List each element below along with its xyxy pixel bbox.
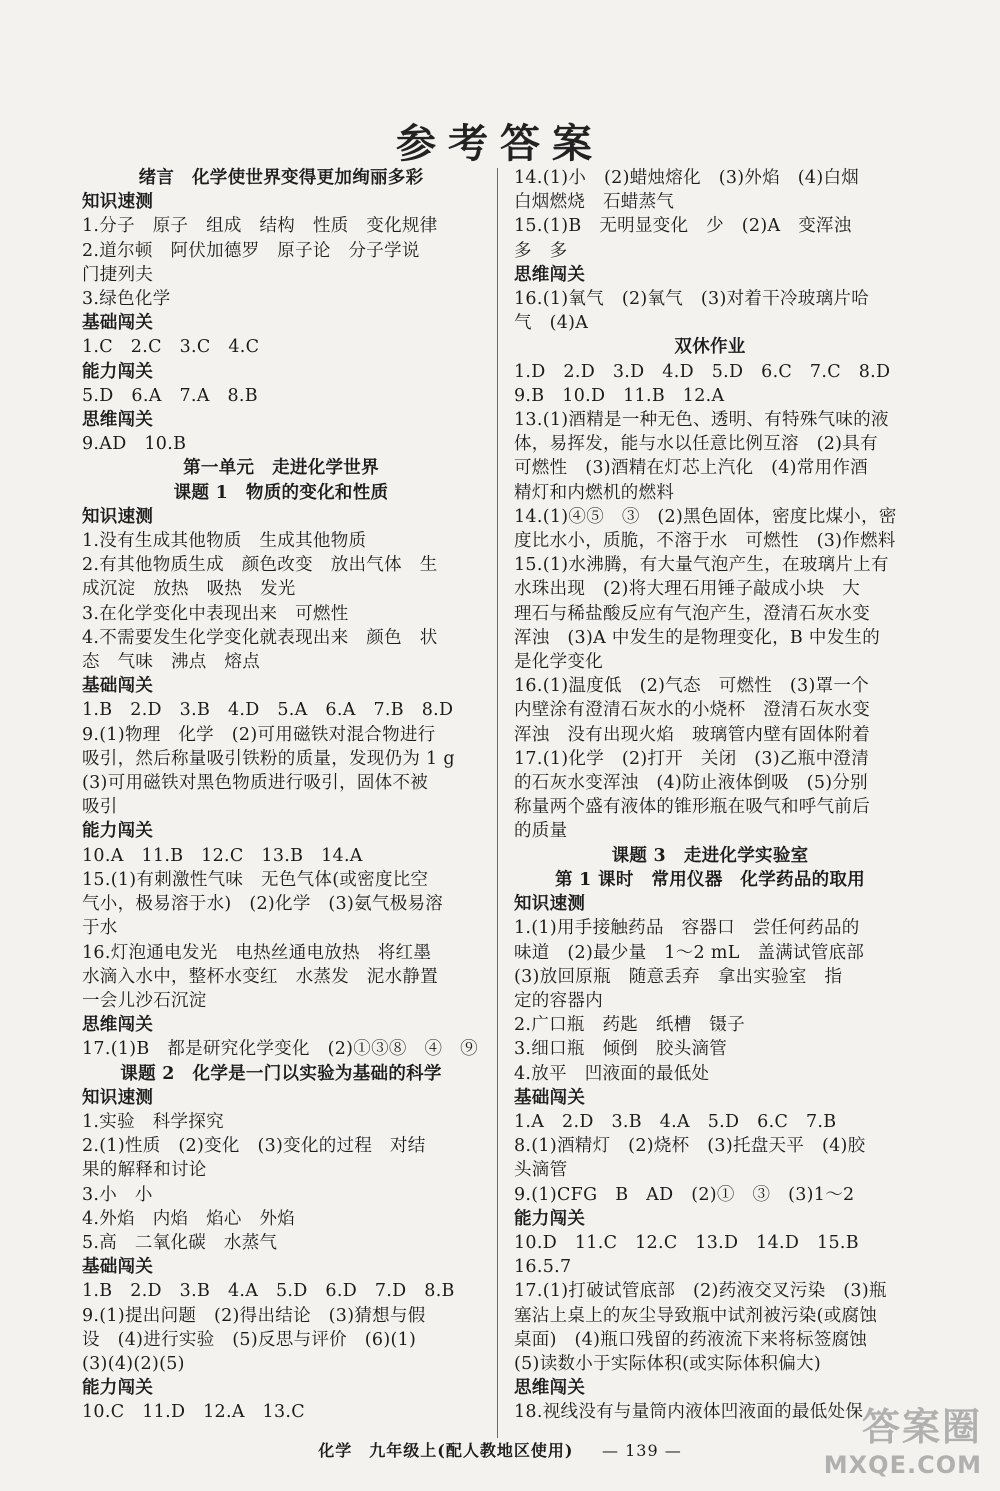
answer-line: 2.道尔顿 阿伏加德罗 原子论 分子学说 (82, 240, 420, 261)
answer-line: 1.(1)用手接触药品 容器口 尝任何药品的 (514, 918, 860, 939)
section-heading: 能力闯关 (82, 361, 154, 382)
answer-line: 3.在化学变化中表现出来 可燃性 (82, 603, 349, 624)
answer-line: 定的容器内 (514, 990, 603, 1011)
answer-line: 15.(1)水沸腾，有大量气泡产生，在玻璃片上有 (514, 555, 889, 576)
answer-line: 9.B 10.D 11.B 12.A (514, 385, 725, 406)
section-heading: 课题 3 走进化学实验室 (611, 845, 809, 866)
section-heading: 能力闯关 (514, 1208, 586, 1229)
answer-line: 8.(1)酒精灯 (2)烧杯 (3)托盘天平 (4)胶 (514, 1136, 866, 1157)
answer-line: 2.广口瓶 药匙 纸槽 镊子 (514, 1015, 745, 1036)
section-heading: 能力闯关 (82, 821, 154, 842)
watermark (824, 1396, 982, 1479)
answer-line: 塞沾上桌上的灰尘导致瓶中试剂被污染(或腐蚀 (514, 1305, 878, 1326)
answer-line: 度比水小，质脆，不溶于水 可燃性 (3)作燃料 (514, 531, 896, 552)
answer-line: 于水 (82, 918, 118, 939)
answer-line: 14.(1)④⑤ ③ (2)黑色固体，密度比煤小，密 (514, 506, 897, 527)
answer-line: 成沉淀 放热 吸热 发光 (82, 579, 296, 600)
answer-line: 多 多 (514, 240, 568, 261)
watermark-logo: 答案圈 (861, 1405, 982, 1449)
answer-line: 16.(1)氧气 (2)氧气 (3)对着干冷玻璃片哈 (514, 289, 869, 310)
watermark-url: MXQE.COM (823, 1451, 982, 1479)
answer-line: 气小，极易溶于水) (2)化学 (3)氨气极易溶 (82, 894, 444, 915)
section-heading: 双休作业 (674, 337, 746, 358)
section-heading: 基础闯关 (82, 1257, 154, 1278)
answer-line: 15.(1)B 无明显变化 少 (2)A 变浑浊 (514, 216, 852, 237)
answer-line: 9.AD 10.B (82, 434, 187, 455)
answer-line: 4.外焰 内焰 焰心 外焰 (82, 1208, 296, 1229)
page-title: 参考答案 (396, 120, 604, 167)
answer-line: 3.小 小 (82, 1184, 153, 1205)
answer-line: 吸引，然后称量吸引铁粉的质量，发现仍为 1 g (82, 748, 455, 769)
answer-line: 3.细口瓶 倾倒 胶头滴管 (514, 1039, 728, 1060)
answer-line: 浑浊 没有出现火焰 玻璃管内壁有固体附着 (514, 724, 870, 745)
section-heading: 知识速测 (82, 1087, 154, 1108)
section-heading: 思维闯关 (514, 264, 586, 285)
answer-line: 桌面) (4)瓶口残留的药液流下来将标签腐蚀 (514, 1329, 868, 1350)
answer-line: 设 (4)进行实验 (5)反思与评价 (6)(1) (82, 1329, 417, 1350)
column-divider (497, 168, 498, 1438)
answer-line: 内壁涂有澄清石灰水的小烧杯 澄清石灰水变 (514, 700, 870, 721)
answer-line: 水滴入水中，整杯水变红 水蒸发 泥水静置 (82, 966, 438, 987)
answer-column-right (514, 166, 906, 1425)
answer-line: 的质量 (514, 821, 568, 842)
page-number: — 139 — (602, 1441, 682, 1460)
answer-line: 5.高 二氧化碳 水蒸气 (82, 1232, 278, 1253)
section-heading: 第 1 课时 常用仪器 化学药品的取用 (554, 869, 866, 890)
answer-line: 18.视线没有与量筒内液体凹液面的最低处保 (514, 1402, 864, 1423)
answer-line: 10.C 11.D 12.A 13.C (82, 1402, 305, 1423)
section-heading: 绪言 化学使世界变得更加绚丽多彩 (138, 168, 424, 188)
answer-line: 1.A 2.D 3.B 4.A 5.D 6.C 7.B (514, 1111, 837, 1132)
answer-column-left (82, 166, 480, 1425)
answer-line: 4.不需要发生化学变化就表现出来 颜色 状 (82, 627, 438, 648)
answer-line: 13.(1)酒精是一种无色、透明、有特殊气味的液 (514, 410, 889, 431)
answer-line: 体，易挥发，能与水以任意比例互溶 (2)具有 (514, 434, 878, 455)
answer-line: 吸引 (82, 797, 118, 818)
section-heading: 知识速测 (82, 506, 154, 527)
answer-line: (3)可用磁铁对黑色物质进行吸引，固体不被 (82, 773, 429, 794)
answer-line: 10.D 11.C 12.C 13.D 14.D 15.B (514, 1232, 859, 1253)
answer-line: (5)读数小于实际体积(或实际体积偏大) (514, 1353, 821, 1374)
section-heading: 思维闯关 (82, 410, 154, 431)
footer-label: 化学 九年级上(配人教地区使用) (318, 1441, 574, 1460)
answer-line: 态 气味 沸点 熔点 (82, 652, 260, 673)
answer-line: 2.(1)性质 (2)变化 (3)变化的过程 对结 (82, 1136, 426, 1157)
section-heading: 基础闯关 (82, 676, 154, 697)
section-heading: 思维闯关 (82, 1015, 154, 1036)
section-heading: 课题 1 物质的变化和性质 (173, 482, 389, 503)
answer-line: 1.B 2.D 3.B 4.A 5.D 6.D 7.D 8.B (82, 1281, 455, 1302)
answer-line: 1.B 2.D 3.B 4.D 5.A 6.A 7.B 8.D (82, 700, 454, 721)
answer-line: 理石与稀盐酸反应有气泡产生，澄清石灰水变 (514, 603, 870, 624)
section-heading: 知识速测 (82, 192, 154, 213)
answer-line: 9.(1)提出问题 (2)得出结论 (3)猜想与假 (82, 1305, 426, 1326)
answer-line: 门捷列夫 (82, 264, 154, 285)
answer-line: 气 (4)A (514, 313, 589, 334)
answer-line: 可燃性 (3)酒精在灯芯上汽化 (4)常用作酒 (514, 458, 868, 479)
section-heading: 思维闯关 (514, 1378, 586, 1399)
answer-line: 16.5.7 (514, 1257, 572, 1278)
answer-line: 水珠出现 (2)将大理石用锤子敲成小块 大 (514, 579, 861, 600)
section-heading: 课题 2 化学是一门以实验为基础的科学 (120, 1063, 442, 1084)
answer-line: 2.有其他物质生成 颜色改变 放出气体 生 (82, 555, 438, 576)
answer-line: 的石灰水变浑浊 (4)防止液体倒吸 (5)分别 (514, 773, 868, 794)
answer-line: 9.(1)物理 化学 (2)可用磁铁对混合物进行 (82, 724, 436, 745)
answer-line: 9.(1)CFG B AD (2)① ③ (3)1～2 (514, 1184, 855, 1205)
answer-line: 1.分子 原子 组成 结构 性质 变化规律 (82, 216, 438, 237)
section-heading: 能力闯关 (82, 1378, 154, 1399)
answer-line: 称量两个盛有液体的锥形瓶在吸气和呼气前后 (514, 797, 870, 818)
answer-line: 1.没有生成其他物质 生成其他物质 (82, 531, 367, 552)
answer-line: 17.(1)B 都是研究化学变化 (2)①③⑧ ④ ⑨ (82, 1039, 478, 1060)
answer-line: 头滴管 (514, 1160, 568, 1181)
answer-line: 味道 (2)最少量 1～2 mL 盖满试管底部 (514, 942, 865, 963)
answer-line: 1.实验 科学探究 (82, 1111, 224, 1132)
answer-line: 16.(1)温度低 (2)气态 可燃性 (3)罩一个 (514, 676, 869, 697)
answer-line: (3)放回原瓶 随意丢弃 拿出实验室 指 (514, 966, 843, 987)
answer-line: 3.绿色化学 (82, 289, 171, 310)
answer-line: (3)(4)(2)(5) (82, 1353, 185, 1374)
answer-line: 10.A 11.B 12.C 13.B 14.A (82, 845, 363, 866)
answer-line: 一会儿沙石沉淀 (82, 990, 207, 1011)
answer-line: 15.(1)有刺激性气味 无色气体(或密度比空 (82, 869, 429, 890)
answer-line: 是化学变化 (514, 652, 603, 673)
answer-line: 14.(1)小 (2)蜡烛熔化 (3)外焰 (4)白烟 (514, 168, 860, 188)
answer-line: 精灯和内燃机的燃料 (514, 482, 675, 503)
section-heading: 知识速测 (514, 894, 586, 915)
section-heading: 第一单元 走进化学世界 (183, 458, 379, 479)
answer-line: 4.放平 凹液面的最低处 (514, 1063, 710, 1084)
answer-line: 5.D 6.A 7.A 8.B (82, 385, 258, 406)
answer-line: 17.(1)化学 (2)打开 关闭 (3)乙瓶中澄清 (514, 748, 869, 769)
answer-line: 果的解释和讨论 (82, 1160, 207, 1181)
section-heading: 基础闯关 (514, 1087, 586, 1108)
section-heading: 基础闯关 (82, 313, 154, 334)
answer-line: 16.灯泡通电发光 电热丝通电放热 将红墨 (82, 942, 432, 963)
answer-line: 1.D 2.D 3.D 4.D 5.D 6.C 7.C 8.D (514, 361, 891, 382)
answer-line: 白烟燃烧 石蜡蒸气 (514, 192, 675, 213)
answer-line: 1.C 2.C 3.C 4.C (82, 337, 260, 358)
answer-line: 浑浊 (3)A 中发生的是物理变化，B 中发生的 (514, 627, 881, 648)
answer-line: 17.(1)打破试管底部 (2)药液交叉污染 (3)瓶 (514, 1281, 887, 1302)
